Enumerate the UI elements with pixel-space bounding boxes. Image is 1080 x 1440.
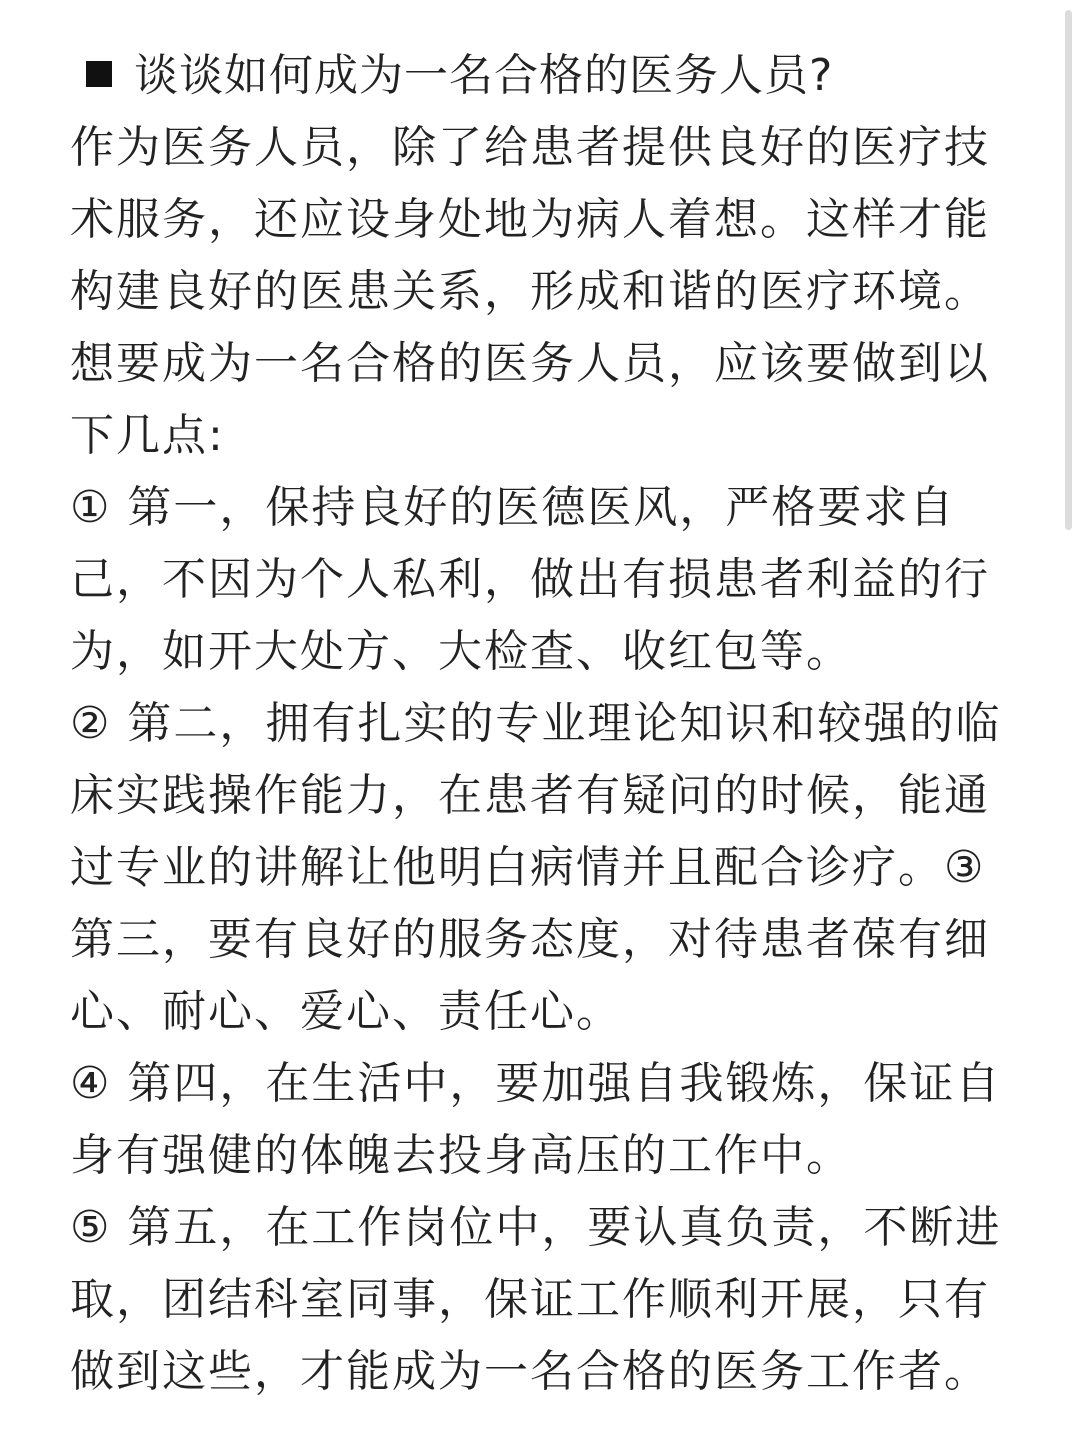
article-content [70, 40, 1010, 1408]
point-five-paragraph: ⑤ 第五，在工作岗位中，要认真负责，不断进取，团结科室同事，保证工作顺利开展，只有做到这些，才能成为一名合格的医务工作者。 [70, 1202, 1002, 1397]
vertical-scrollbar[interactable] [1065, 10, 1072, 530]
intro-paragraph: 作为医务人员，除了给患者提供良好的医疗技术服务，还应设身处地为病人着想。这样才能构建良好的医患关系，形成和谐的医疗环境。想要成为一名合格的医务人员，应该要做到以下几点: [70, 122, 990, 461]
point-two-three-paragraph: ② 第二，拥有扎实的专业理论知识和较强的临床实践操作能力，在患者有疑问的时候，能通过专业的讲解让他明白病情并且配合诊疗。③ 第三，要有良好的服务态度，对待患者葆有细心、耐心、爱心、责任心。 [70, 698, 1002, 1037]
point-one-paragraph: ① 第一，保持良好的医德医风，严格要求自己，不因为个人私利，做出有损患者利益的行为，如开大处方、大检查、收红包等。 [70, 482, 990, 677]
square-bullet-icon [86, 61, 112, 87]
article-title [70, 40, 1010, 112]
point-four-paragraph: ④ 第四，在生活中，要加强自我锻炼，保证自身有强健的体魄去投身高压的工作中。 [70, 1058, 1002, 1181]
article-title-text: 谈谈如何成为一名合格的医务人员? [134, 50, 834, 101]
